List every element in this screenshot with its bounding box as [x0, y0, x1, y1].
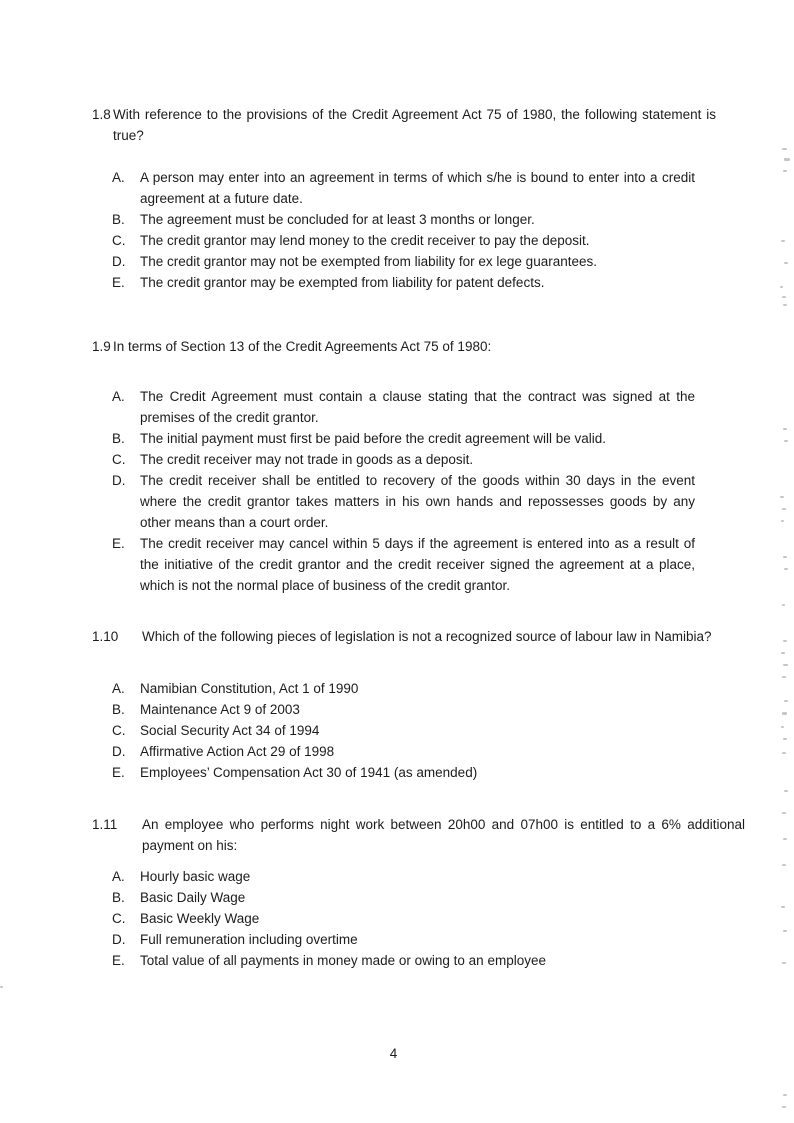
question-text: An employee who performs night work between 20h00 and 07h00 is entitled to a 6% additional payment on his: — [142, 817, 745, 853]
option-d — [112, 251, 695, 272]
option-e — [112, 950, 695, 971]
question-1-9-options — [112, 386, 695, 596]
option-text: Employees’ Compensation Act 30 of 1941 (as amended) — [140, 765, 478, 780]
option-c — [112, 908, 695, 929]
option-letter: B. — [112, 890, 125, 905]
option-text: Namibian Constitution, Act 1 of 1990 — [140, 681, 359, 696]
option-text: Basic Daily Wage — [140, 890, 246, 905]
option-letter: E. — [112, 765, 125, 780]
option-text: Total value of all payments in money made or owing to an employee — [140, 953, 546, 968]
option-e — [112, 272, 695, 293]
question-1-10 — [92, 626, 745, 647]
question-1-11 — [92, 814, 745, 856]
option-a — [112, 386, 695, 428]
option-a — [112, 167, 695, 209]
question-number: 1.11 — [92, 817, 118, 832]
question-number: 1.9 — [92, 339, 111, 354]
question-1-9 — [92, 336, 716, 357]
option-text: The credit grantor may not be exempted from liability for ex lege guarantees. — [140, 254, 597, 269]
option-b — [112, 209, 695, 230]
option-letter: B. — [112, 431, 125, 446]
question-number: 1.10 — [92, 629, 119, 644]
question-1-11-text — [92, 814, 745, 856]
option-c — [112, 449, 695, 470]
option-text: Maintenance Act 9 of 2003 — [140, 702, 300, 717]
question-number: 1.8 — [92, 107, 111, 122]
option-text: The credit receiver may cancel within 5 days if the agreement is entered into as a result of the initiative of the credit grantor and the credit receiver signed the agreement at a place, which is not the normal place of business of the credit grantor. — [140, 536, 695, 593]
question-1-10-text — [92, 626, 745, 647]
option-c — [112, 230, 695, 251]
option-letter: B. — [112, 702, 125, 717]
option-e — [112, 533, 695, 596]
option-letter: C. — [112, 911, 126, 926]
option-text: Social Security Act 34 of 1994 — [140, 723, 320, 738]
option-b — [112, 428, 695, 449]
page-footer — [92, 1043, 695, 1064]
option-text: Affirmative Action Act 29 of 1998 — [140, 744, 335, 759]
question-1-8-text — [92, 104, 716, 146]
option-letter: A. — [112, 170, 125, 185]
option-a — [112, 678, 695, 699]
question-1-8 — [92, 104, 716, 146]
option-text: The credit grantor may lend money to the credit receiver to pay the deposit. — [140, 233, 590, 248]
option-letter: A. — [112, 869, 125, 884]
question-text: Which of the following pieces of legislation is not a recognized source of labour law in Namibia? — [142, 629, 712, 644]
option-letter: C. — [112, 452, 126, 467]
option-d — [112, 741, 695, 762]
option-letter: B. — [112, 212, 125, 227]
option-d — [112, 470, 695, 533]
option-letter: E. — [112, 536, 125, 551]
question-1-10-options — [112, 678, 695, 783]
option-text: The credit receiver may not trade in goods as a deposit. — [140, 452, 474, 467]
option-text: Full remuneration including overtime — [140, 932, 358, 947]
question-1-11-options — [112, 866, 695, 971]
option-letter: C. — [112, 233, 126, 248]
option-text: A person may enter into an agreement in terms of which s/he is bound to enter into a credit agreement at a future date. — [140, 170, 695, 206]
option-c — [112, 720, 695, 741]
option-text: The agreement must be concluded for at least 3 months or longer. — [140, 212, 535, 227]
option-letter: E. — [112, 953, 125, 968]
option-letter: C. — [112, 723, 126, 738]
page-number: 4 — [389, 1046, 398, 1061]
option-text: The credit receiver shall be entitled to recovery of the goods within 30 days in the event where the credit grantor takes matters in his own hands and repossesses goods by any other means than a court order. — [140, 473, 695, 530]
option-e — [112, 762, 695, 783]
option-b — [112, 887, 695, 908]
option-text: The initial payment must first be paid before the credit agreement will be valid. — [140, 431, 606, 446]
option-text: Hourly basic wage — [140, 869, 251, 884]
option-letter: D. — [112, 932, 126, 947]
question-text: In terms of Section 13 of the Credit Agreements Act 75 of 1980: — [113, 339, 492, 354]
option-letter: D. — [112, 744, 126, 759]
option-text: The Credit Agreement must contain a clause stating that the contract was signed at the premises of the credit grantor. — [140, 389, 695, 425]
option-letter: A. — [112, 389, 125, 404]
question-1-8-options — [112, 167, 695, 293]
option-letter: D. — [112, 254, 126, 269]
question-1-9-text — [92, 336, 716, 357]
option-d — [112, 929, 695, 950]
option-text: The credit grantor may be exempted from liability for patent defects. — [140, 275, 545, 290]
question-text: With reference to the provisions of the Credit Agreement Act 75 of 1980, the following statement is true? — [113, 107, 716, 143]
option-b — [112, 699, 695, 720]
option-letter: A. — [112, 681, 125, 696]
option-letter: D. — [112, 473, 126, 488]
option-a — [112, 866, 695, 887]
option-text: Basic Weekly Wage — [140, 911, 260, 926]
option-letter: E. — [112, 275, 125, 290]
